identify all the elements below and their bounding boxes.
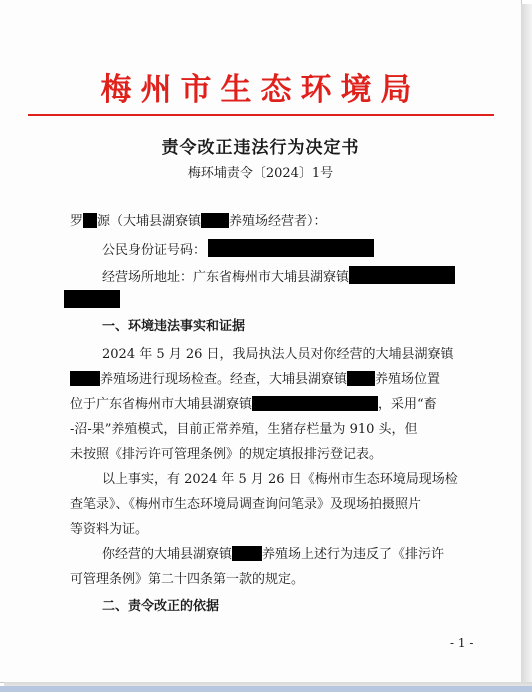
redaction-bar: [70, 371, 100, 386]
paragraph-line: 以上事实，有 2024 年 5 月 26 日《梅州市生态环境局现场检: [102, 472, 458, 487]
page-shadow-right: [521, 4, 532, 692]
agency-masthead: 梅州市生态环境局: [100, 72, 421, 108]
paragraph-text: 养殖场进行现场检查。经查，大埔县湖寮镇: [100, 372, 348, 387]
redaction-bar: [208, 239, 374, 257]
id-number-line: [102, 239, 374, 260]
recipient-name-part3: 养殖场经营者）：: [229, 214, 327, 229]
paragraph-text: ，采用“畜: [378, 397, 437, 412]
recipient-name-part1: 罗: [70, 214, 84, 229]
recipient-line: [70, 213, 327, 231]
paragraph-line: [70, 396, 437, 414]
redaction-bar: [252, 396, 378, 411]
paragraph-line: -沼-果”养殖模式，目前正常养殖，生猪存栏量为 910 头，但: [70, 422, 418, 437]
redaction-bar: [349, 266, 455, 284]
page-number: - 1 -: [450, 636, 474, 650]
id-number-label: 公民身份证号码：: [102, 243, 207, 258]
recipient-name-part2: 源（大埔县湖寮镇: [97, 214, 202, 229]
masthead-red-rule: [28, 114, 494, 116]
address-continuation: [64, 290, 120, 311]
address-label: 经营场所地址：广东省梅州市大埔县湖寮镇: [102, 270, 350, 285]
paragraph-text: 位于广东省梅州市大埔县湖寮镇: [70, 397, 253, 412]
paragraph-line: 未按照《排污许可管理条例》的规定填报排污登记表。: [70, 447, 383, 462]
paragraph-text: 养殖场上述行为违反了《排污许: [262, 547, 445, 562]
paragraph-line: 2024 年 5 月 26 日，我局执法人员对你经营的大埔县湖寮镇: [102, 347, 454, 362]
redaction-bar: [83, 213, 97, 228]
paragraph-line: 查笔录》、《梅州市生态环境局调查询问笔录》及现场拍摄照片: [70, 497, 422, 512]
viewer-bottom-strip: [0, 686, 532, 692]
address-line: [102, 266, 455, 287]
paragraph-line: 可管理条例》第二十四条第一款的规定。: [70, 572, 305, 587]
document-title: 责令改正违法行为决定书: [161, 138, 360, 158]
redaction-bar: [201, 213, 229, 228]
redaction-bar: [232, 546, 262, 561]
document-number: 梅环埔责令〔2024〕1号: [187, 166, 334, 181]
section-heading-2: 二、责令改正的依据: [102, 599, 220, 614]
paragraph-text: 你经营的大埔县湖寮镇: [102, 547, 233, 562]
paragraph-line: 等资料为证。: [70, 522, 149, 537]
redaction-bar: [347, 371, 375, 386]
section-heading-1: 一、环境违法事实和证据: [102, 319, 246, 334]
paragraph-text: 养殖场位置: [375, 372, 441, 387]
redaction-bar: [64, 290, 120, 308]
paragraph-line: [102, 546, 444, 564]
paragraph-line: [70, 371, 440, 389]
